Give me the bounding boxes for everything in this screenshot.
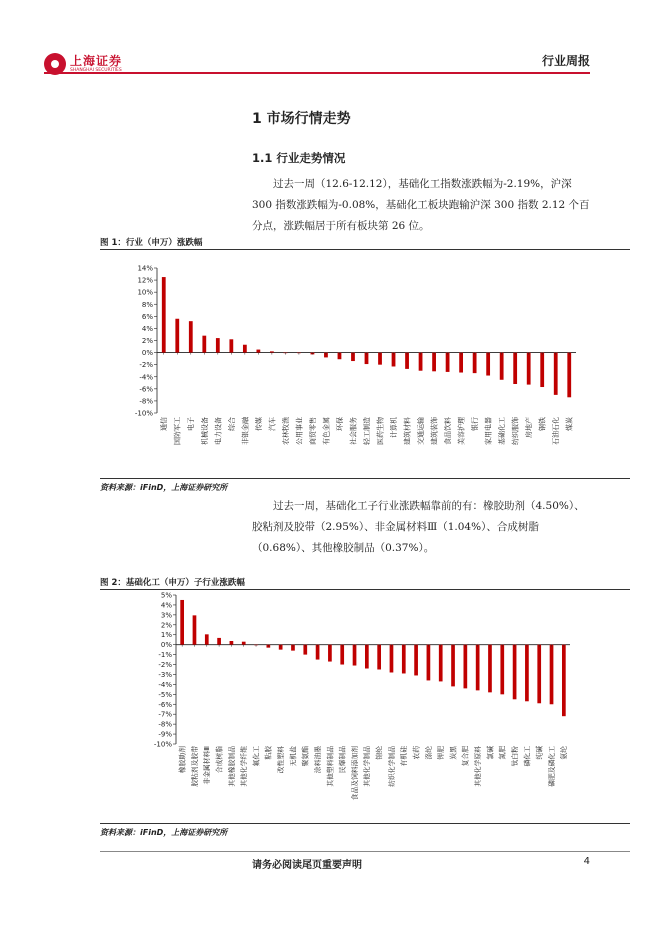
bar bbox=[242, 642, 246, 645]
bar bbox=[162, 277, 166, 353]
x-category-label: 房地产 bbox=[525, 417, 534, 438]
x-category-label: 锦纶 bbox=[375, 746, 384, 760]
report-type: 行业周报 bbox=[541, 54, 590, 68]
x-category-label: 基础化工 bbox=[498, 417, 507, 445]
x-category-label: 粘胶 bbox=[264, 746, 273, 760]
x-category-label: 其他化学制品 bbox=[363, 746, 372, 787]
paragraph-subindustry-summary: 过去一周，基础化工子行业涨跌幅靠前的有：橡胶助剂（4.50%）、胶粘剂及胶带（2.95%）、非金属材料Ⅲ（1.04%）、合成树脂（0.68%）、其他橡胶制品（0.37%）。 bbox=[252, 500, 585, 554]
bar bbox=[316, 645, 320, 660]
y-tick-label: 12% bbox=[137, 276, 153, 285]
footer-divider bbox=[100, 851, 630, 852]
y-tick-label: 5% bbox=[160, 592, 172, 600]
x-category-label: 改性塑料 bbox=[277, 746, 286, 774]
y-tick-label: 1% bbox=[160, 631, 172, 640]
bar bbox=[550, 645, 554, 705]
y-tick-label: 10% bbox=[137, 288, 153, 297]
x-category-label: 煤炭 bbox=[565, 417, 574, 431]
figure-2-title: 图 2：基础化工（申万）子行业涨跌幅 bbox=[100, 578, 245, 588]
bar bbox=[537, 645, 541, 704]
bar bbox=[446, 353, 450, 372]
y-tick-label: -7% bbox=[158, 710, 172, 719]
y-tick-label: -8% bbox=[139, 397, 153, 406]
x-category-label: 国防军工 bbox=[173, 417, 182, 445]
page-number: 4 bbox=[583, 856, 590, 867]
bar bbox=[427, 645, 431, 681]
x-category-label: 其他塑料制品 bbox=[326, 746, 335, 787]
figure-2-top-rule bbox=[100, 589, 630, 590]
x-category-label: 其他化学原料 bbox=[474, 746, 483, 787]
x-category-label: 钾肥 bbox=[437, 746, 446, 760]
x-category-label: 磷肥及磷化工 bbox=[547, 746, 556, 787]
figure-2-bottom-rule bbox=[100, 823, 630, 824]
y-tick-label: -6% bbox=[158, 700, 172, 709]
bar bbox=[540, 353, 544, 387]
bar bbox=[473, 353, 477, 374]
x-category-label: 有色金属 bbox=[322, 417, 331, 445]
x-category-label: 传媒 bbox=[254, 417, 263, 431]
x-category-label: 电子 bbox=[187, 417, 196, 431]
y-tick-label: 14% bbox=[137, 264, 153, 273]
x-category-label: 食品饮料 bbox=[444, 417, 453, 445]
y-tick-label: 6% bbox=[141, 312, 153, 321]
logo-text-en: SHANGHAI SECURITIES bbox=[70, 68, 122, 73]
x-category-label: 胶粘剂及胶带 bbox=[190, 746, 199, 787]
x-category-label: 美容护理 bbox=[457, 417, 466, 445]
bar bbox=[405, 353, 409, 369]
x-category-label: 其他化学纤维 bbox=[240, 746, 249, 787]
bar bbox=[193, 615, 197, 644]
bar bbox=[180, 600, 184, 645]
figure-1-source: 资料来源：iFinD，上海证券研究所 bbox=[100, 483, 228, 492]
bar bbox=[216, 338, 220, 353]
y-tick-label: -10% bbox=[153, 740, 172, 749]
figure-2-source: 资料来源：iFinD，上海证券研究所 bbox=[100, 828, 228, 837]
x-category-label: 有机硅 bbox=[400, 746, 409, 767]
x-category-label: 石油石化 bbox=[552, 417, 561, 445]
x-category-label: 医药生物 bbox=[376, 417, 385, 445]
x-category-label: 非金属材料Ⅲ bbox=[203, 746, 212, 785]
bar bbox=[392, 353, 396, 367]
bar bbox=[189, 321, 193, 352]
bar bbox=[340, 645, 344, 665]
x-category-label: 民爆制品 bbox=[338, 746, 347, 774]
x-category-label: 银行 bbox=[471, 417, 480, 431]
y-tick-label: -2% bbox=[139, 361, 153, 370]
x-category-label: 炭黑 bbox=[449, 746, 458, 760]
bar bbox=[328, 645, 332, 662]
x-category-label: 氟化工 bbox=[252, 746, 261, 767]
x-category-label: 氨纶 bbox=[560, 746, 569, 760]
bar bbox=[500, 353, 504, 380]
y-tick-label: -10% bbox=[134, 409, 153, 418]
x-category-label: 氯碱 bbox=[486, 746, 495, 760]
header-divider bbox=[44, 72, 590, 74]
industry-change-bar-chart bbox=[100, 252, 580, 476]
bar bbox=[230, 641, 234, 645]
bar bbox=[567, 353, 571, 398]
x-category-label: 商贸零售 bbox=[308, 417, 317, 445]
bar bbox=[353, 645, 357, 666]
y-tick-label: 4% bbox=[160, 601, 172, 610]
x-category-label: 合成树脂 bbox=[215, 746, 224, 774]
bar bbox=[202, 336, 206, 353]
bar bbox=[488, 645, 492, 693]
bar bbox=[463, 645, 467, 689]
bar bbox=[513, 645, 517, 700]
bar bbox=[414, 645, 418, 676]
bar bbox=[256, 350, 260, 353]
x-category-label: 汽车 bbox=[268, 417, 277, 431]
bar bbox=[365, 645, 369, 669]
bar bbox=[525, 645, 529, 702]
x-category-label: 交通运输 bbox=[417, 417, 426, 445]
x-category-label: 建筑材料 bbox=[403, 417, 412, 445]
y-tick-label: -4% bbox=[139, 373, 153, 382]
x-category-label: 聚氨酯 bbox=[301, 746, 310, 767]
paragraph-weekly-summary: 过去一周（12.6-12.12），基础化工指数涨跌幅为-2.19%，沪深 300 指数涨跌幅为-0.08%，基础化工板块跑输沪深 300 指数 2.12 个百分点，涨跌幅居于所有板块第 26 位。 bbox=[252, 178, 590, 232]
x-category-label: 机械设备 bbox=[200, 417, 209, 445]
bar bbox=[217, 638, 221, 645]
bar bbox=[476, 645, 480, 691]
x-category-label: 非银金融 bbox=[241, 417, 250, 445]
x-category-label: 计算机 bbox=[389, 417, 398, 438]
x-category-label: 公用事业 bbox=[295, 417, 304, 445]
y-tick-label: -4% bbox=[158, 680, 172, 689]
bar bbox=[205, 634, 209, 644]
logo-text-cn: 上海证券 bbox=[70, 54, 123, 68]
y-tick-label: 2% bbox=[160, 621, 172, 630]
bar bbox=[459, 353, 463, 373]
figure-1-top-rule bbox=[100, 249, 630, 250]
bar bbox=[451, 645, 455, 687]
x-category-label: 纺织化学制品 bbox=[387, 746, 396, 787]
subindustry-change-bar-chart bbox=[100, 592, 580, 820]
y-tick-label: 4% bbox=[141, 324, 153, 333]
x-category-label: 环保 bbox=[335, 417, 344, 431]
subsection-title: 1.1 行业走势情况 bbox=[252, 151, 346, 165]
section-title: 1 市场行情走势 bbox=[252, 111, 351, 127]
x-category-label: 钛白粉 bbox=[510, 746, 519, 767]
x-category-label: 磷化工 bbox=[523, 746, 532, 767]
bar bbox=[270, 351, 274, 352]
x-category-label: 食品及饲料添加剂 bbox=[350, 746, 359, 801]
y-tick-label: 0% bbox=[160, 641, 172, 650]
y-tick-label: -9% bbox=[158, 730, 172, 739]
x-category-label: 电力设备 bbox=[214, 417, 223, 445]
x-category-label: 其他橡胶制品 bbox=[227, 746, 236, 787]
bar bbox=[432, 353, 436, 372]
bar bbox=[419, 353, 423, 371]
x-category-label: 纺织服饰 bbox=[511, 417, 520, 445]
bar bbox=[527, 353, 531, 385]
x-category-label: 农药 bbox=[412, 746, 421, 760]
bar bbox=[500, 645, 504, 695]
bar bbox=[402, 645, 406, 674]
x-category-label: 橡胶助剂 bbox=[178, 746, 187, 774]
y-tick-label: -1% bbox=[158, 651, 172, 660]
x-category-label: 建筑装饰 bbox=[430, 417, 439, 445]
bar bbox=[175, 319, 179, 353]
bar bbox=[229, 339, 233, 352]
x-category-label: 复合肥 bbox=[461, 746, 470, 767]
y-tick-label: -5% bbox=[158, 690, 172, 699]
x-category-label: 钢铁 bbox=[538, 417, 547, 431]
bar bbox=[439, 645, 443, 682]
y-tick-label: 2% bbox=[141, 337, 153, 345]
x-category-label: 无机盐 bbox=[289, 746, 298, 767]
x-category-label: 涂料油墨 bbox=[313, 746, 322, 774]
x-category-label: 综合 bbox=[227, 417, 236, 431]
y-tick-label: 8% bbox=[141, 300, 153, 309]
bar bbox=[243, 345, 247, 353]
y-tick-label: -2% bbox=[158, 661, 172, 670]
x-category-label: 轻工制造 bbox=[362, 417, 371, 445]
y-tick-label: 0% bbox=[141, 349, 153, 358]
bar bbox=[390, 645, 394, 673]
x-category-label: 涤纶 bbox=[424, 746, 433, 760]
x-category-label: 通信 bbox=[160, 417, 169, 431]
x-category-label: 社会服务 bbox=[349, 417, 358, 445]
bar bbox=[562, 645, 566, 717]
x-category-label: 农林牧渔 bbox=[281, 417, 290, 445]
y-tick-label: -6% bbox=[139, 385, 153, 394]
figure-1-bottom-rule bbox=[100, 478, 630, 479]
bar bbox=[513, 353, 517, 384]
x-category-label: 纯碱 bbox=[535, 746, 544, 760]
bar bbox=[554, 353, 558, 395]
x-category-label: 氮肥 bbox=[498, 746, 507, 760]
y-tick-label: -8% bbox=[158, 720, 172, 729]
figure-1-title: 图 1：行业（申万）涨跌幅 bbox=[100, 238, 203, 248]
bar bbox=[377, 645, 381, 670]
x-category-label: 家用电器 bbox=[484, 417, 493, 445]
bar bbox=[486, 353, 490, 376]
footer-disclaimer: 请务必阅读尾页重要声明 bbox=[252, 860, 362, 871]
y-tick-label: 3% bbox=[160, 611, 172, 620]
y-tick-label: -3% bbox=[158, 670, 172, 679]
